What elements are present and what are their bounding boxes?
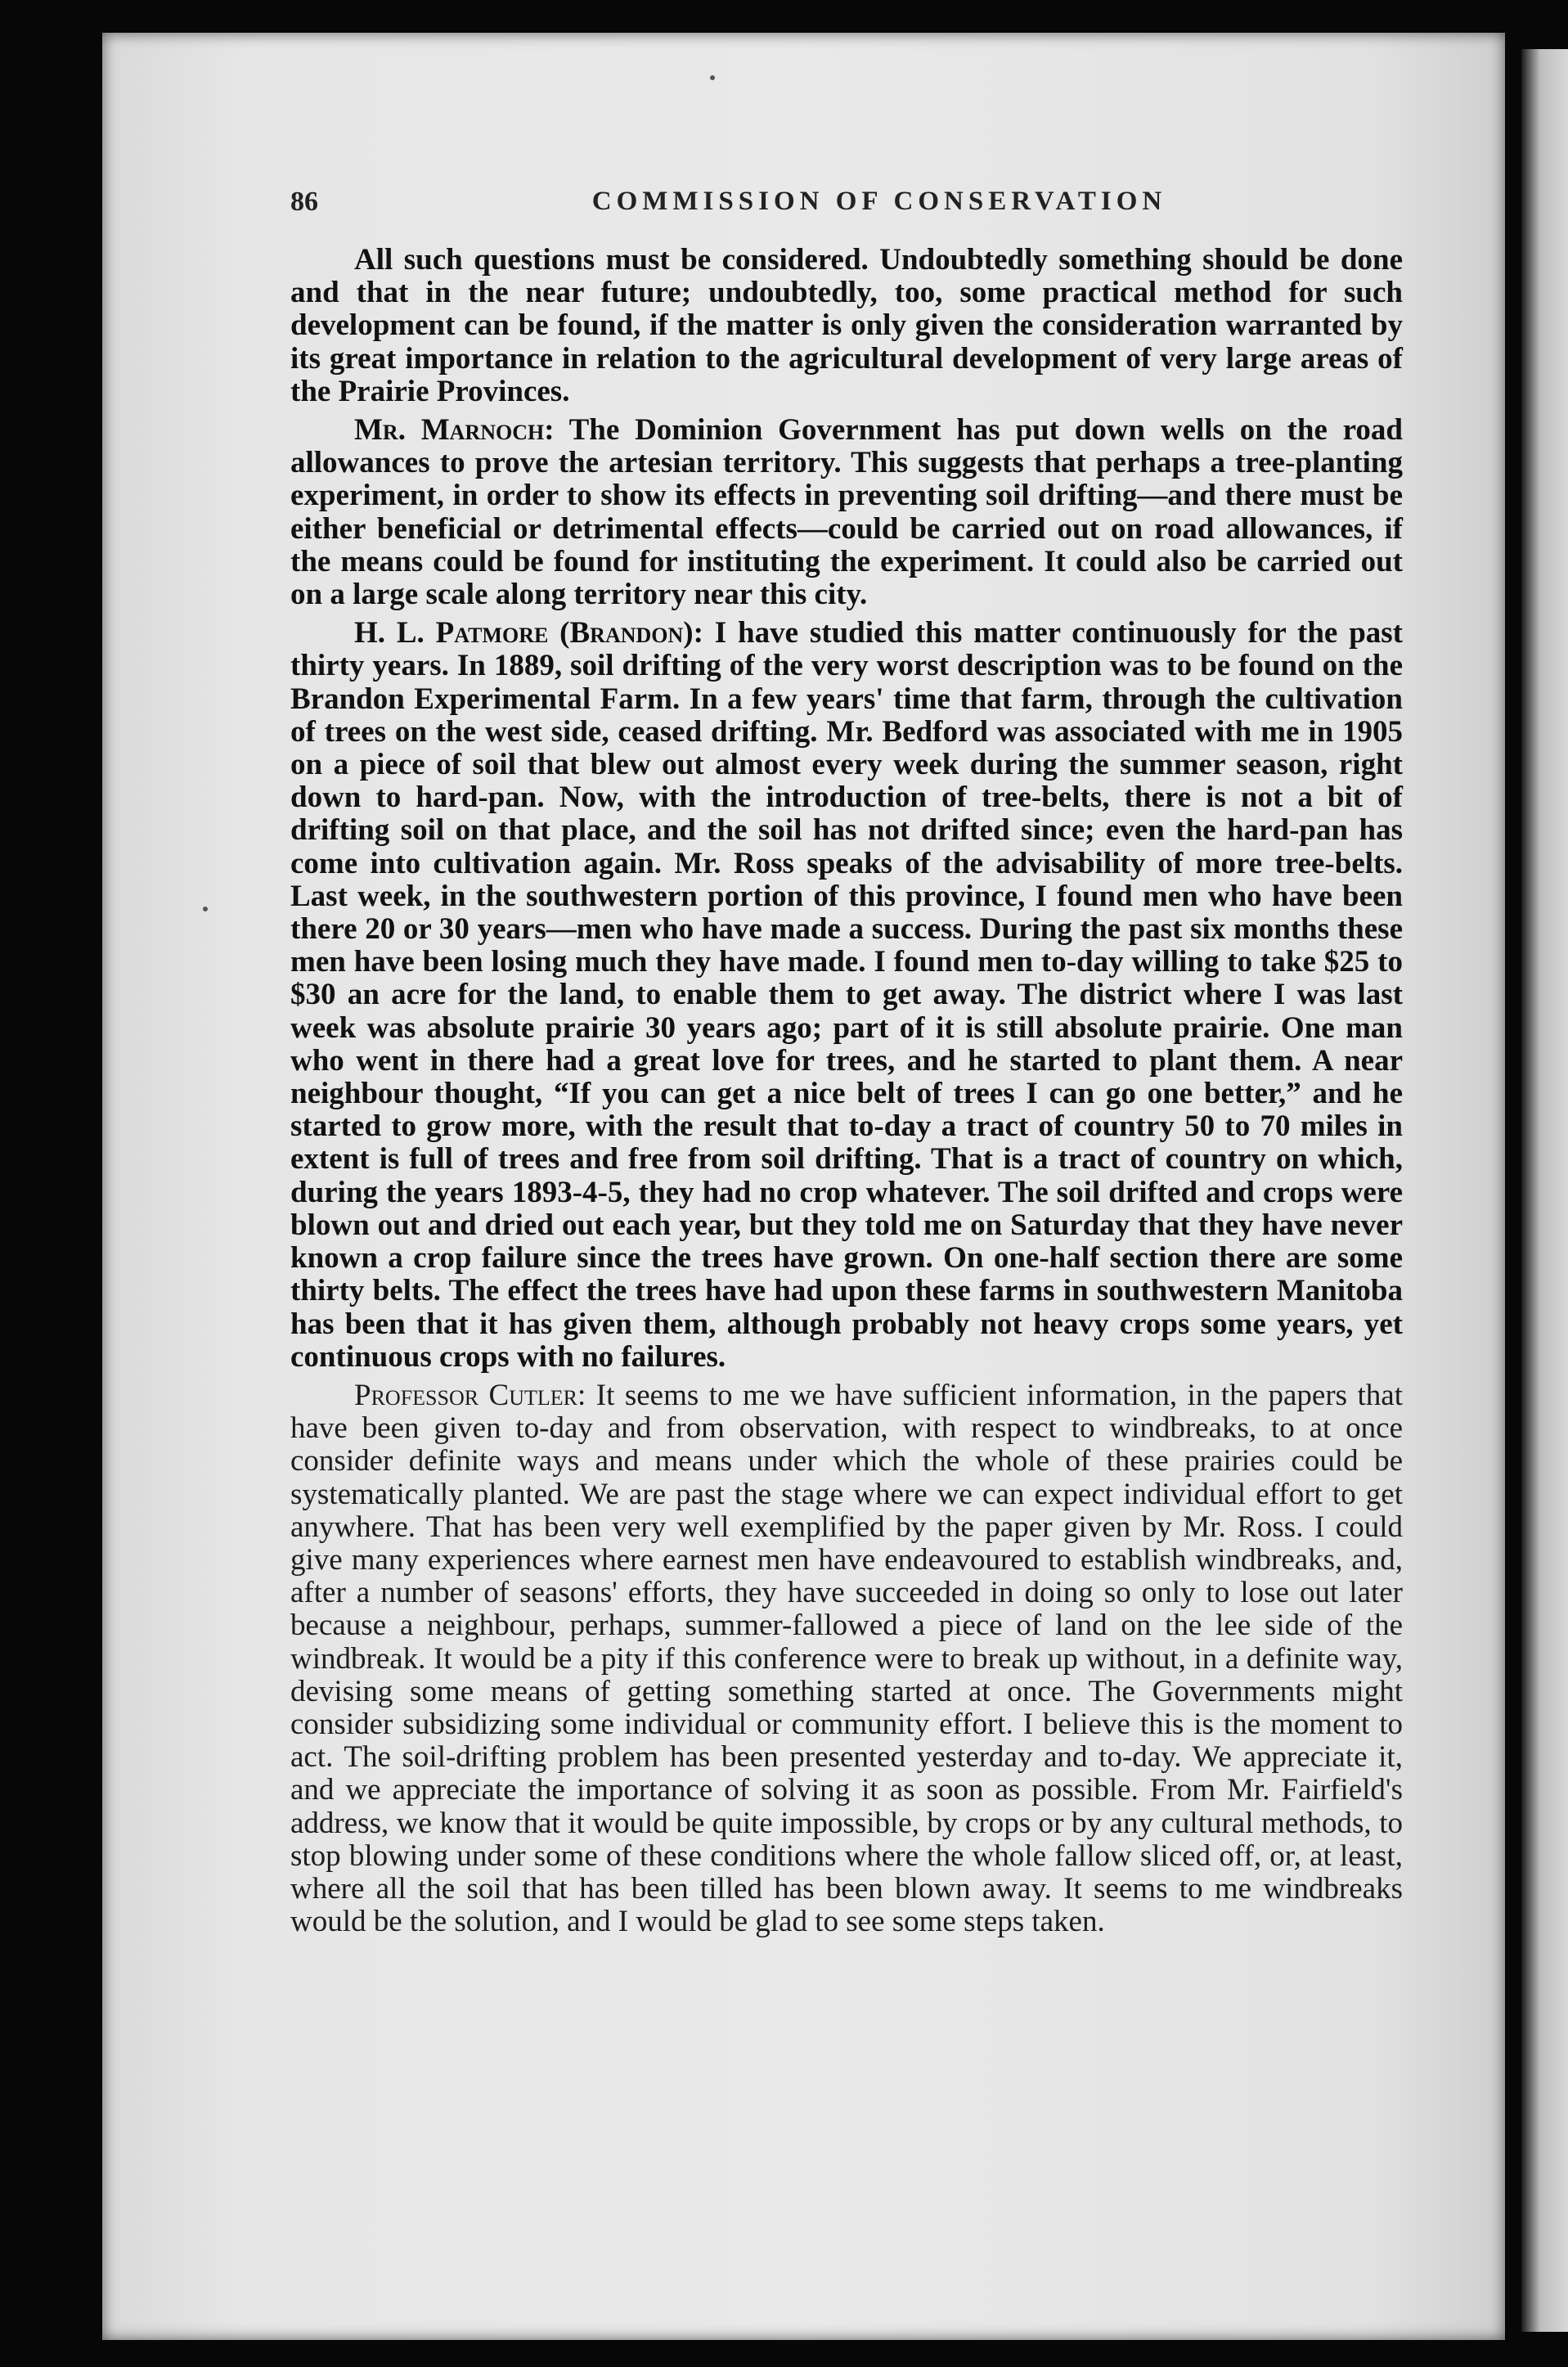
paragraph-3 <box>290 617 1403 1374</box>
paragraph-text: The Dominion Government has put down wells on the road allowances to prove the artesian territory. This suggests that perhaps a tree-planting experiment, in order to show its effects in preventing soil drifting—and there must be either beneficial or detrimental effects—could be carried out on road allowances, if the means could be found for instituting the experiment. It could also be carried out on a large scale along territory near this city. <box>290 413 1403 612</box>
body-text <box>290 244 1403 1944</box>
paragraph-text: I have studied this matter continuously for the past thirty years. In 1889, soil drifting of the very worst description was to be found on the Brandon Experimental Farm. In a few years' time that farm, through the cultivation of trees on the west side, ceased drifting. Mr. Bedford was associated with me in 1905 on a piece of soil that blew out almost every week during the summer season, right down to hard-pan. Now, with the introduction of tree-belts, there is not a bit of drifting soil on that place, and the soil has not drifted since; even the hard-pan has come into cultivation again. Mr. Ross speaks of the advisability of more tree-belts. Last week, in the southwestern portion of this province, I found men who have been there 20 or 30 years—men who have made a success. During the past six months these men have been losing much they have made. I found men to-day willing to take $25 to $30 an acre for the land, to enable them to get away. The district where I was last week was absolute prairie 30 years ago; part of it is still absolute prairie. One man who went in there had a great love for trees, and he started to plant them. A near neighbour thought, “If you can get a nice belt of trees I can go one better,” and he started to grow more, with the result that to-day a tract of country 50 to 70 miles in extent is full of trees and free from soil drifting. That is a tract of country on which, during the years 1893-4-5, they had no crop whatever. The soil drifted and crops were blown out and dried out each year, but they told me on Saturday that they have never known a crop failure since the trees have grown. On one-half section there are some thirty belts. The effect the trees have had upon these farms in southwestern Manitoba has been that it has given them, although probably not heavy crops some years, yet continuous crops with no failures. <box>290 616 1403 1374</box>
speaker-name: Mr. Marnoch: <box>354 413 555 448</box>
paragraph-1 <box>290 244 1403 408</box>
adjacent-page-edge <box>1521 49 1568 2332</box>
paragraph-text: All such questions must be considered. Undoubtedly something should be done and that in the near future; undoubtedly, too, some practical method for such development can be found, if the matter is only given the consideration warranted by its great importance in relation to the agricultural development of very large areas of the Prairie Provinces. <box>290 243 1403 408</box>
scan-speck <box>710 75 715 80</box>
paragraph-text: It seems to me we have sufficient information, in the papers that have been given to-day and from observation, with respect to windbreaks, to at once consider definite ways and means under which the whole of these prairies could be systematically planted. We are past the stage where we can expect individual effort to get anywhere. That has been very well exemplified by the paper given by Mr. Ross. I could give many experiences where earnest men have endeavoured to establish windbreaks, and, after a number of seasons' efforts, they have succeeded in doing so only to lose out later because a neighbour, perhaps, summer-fallowed a piece of land on the lee side of the windbreak. It would be a pity if this conference were to break up without, in a definite way, devising some means of getting something started at once. The Governments might consider subsidizing some individual or community effort. I believe this is the moment to act. The soil-drifting problem has been presented yesterday and to-day. We appreciate it, and we appreciate the importance of solving it as soon as possible. From Mr. Fairfield's address, we know that it would be quite impossible, by crops or by any cultural methods, to stop blowing under some of these conditions where the whole fallow sliced off, or, at least, where all the soil that has been tilled has been blown away. It seems to me windbreaks would be the solution, and I would be glad to see some steps taken. <box>290 1378 1404 1939</box>
page-number: 86 <box>290 187 318 217</box>
paragraph-2 <box>290 414 1403 611</box>
scan-speck <box>203 907 208 911</box>
speaker-name: H. L. Patmore (Brandon): <box>354 616 703 650</box>
page-header <box>290 187 1403 219</box>
running-title: COMMISSION OF CONSERVATION <box>591 187 1167 216</box>
speaker-name: Professor Cutler: <box>354 1378 586 1412</box>
paragraph-4 <box>290 1379 1403 1938</box>
